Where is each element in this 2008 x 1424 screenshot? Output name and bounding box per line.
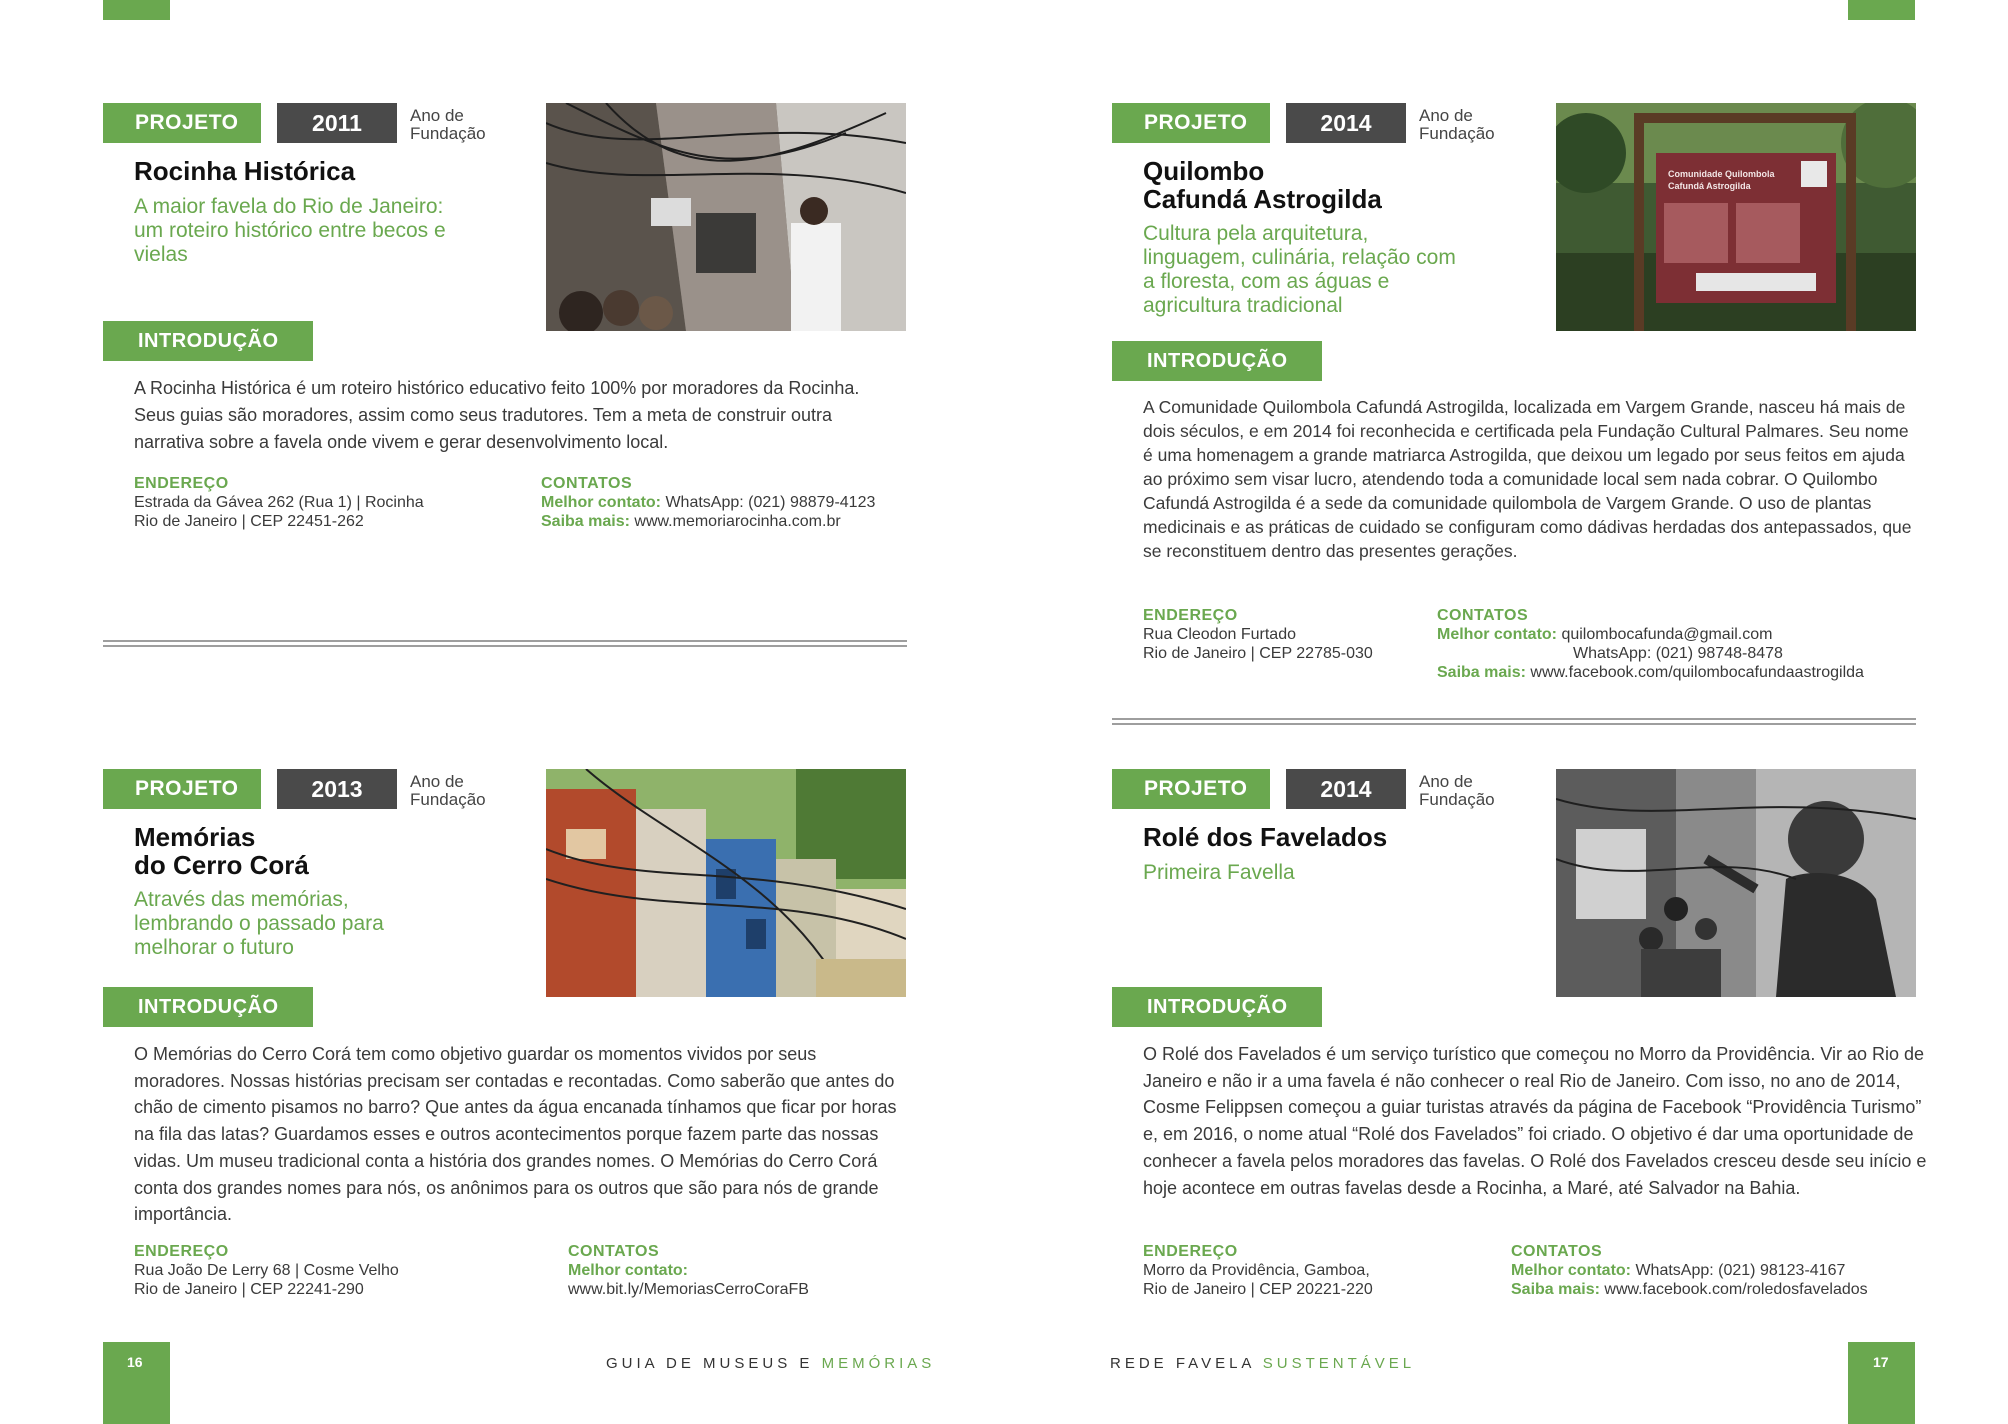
project-title: Rocinha Histórica [134,156,356,186]
sign-text-line2: Cafundá Astrogilda [1668,181,1751,191]
photo-cerro-cora-houses [546,769,906,997]
founding-year-label: Ano de Fundação [1419,106,1495,143]
whatsapp-link[interactable]: WhatsApp: (021) 98123-4167 [1635,1262,1846,1279]
address-line: Rio de Janeiro | CEP 22241-290 [134,1281,364,1298]
contacts [568,1261,888,1299]
sign-text-line1: Comunidade Quilombola [1668,169,1775,179]
intro-text: O Memórias do Cerro Corá tem como objetivo guardar os momentos vividos por seus moradores. Nossas histórias precisam ser contadas e recontadas. Como saberão que antes do chão de cimento pisamos no barro? Que antes da água encanada tínhamos que ficar por horas na fila das latas? Guardamos esses e outros acontecimentos porque fazem parte das nossas vidas. Um museu tradicional conta a história dos grandes nomes. O Memórias do Cerro Corá conta dos grandes nomes para nós, os anônimos para os outros que são para nós de grande importância. [134,1044,897,1225]
contacts-label: CONTATOS [1511,1243,1603,1260]
title-line: Cafundá Astrogilda [1143,184,1382,214]
project-title: Rolé dos Favelados [1143,822,1388,852]
photo-rocinha-alley [546,103,906,331]
address-line: Rio de Janeiro | CEP 22451-262 [134,513,364,530]
best-contact-label: Melhor contato: [541,494,661,511]
project-title [134,823,534,879]
website-link[interactable]: www.facebook.com/quilombocafundaastrogilda [1530,664,1864,681]
address [1143,1261,1503,1299]
title-line: do Cerro Corá [134,850,309,880]
whatsapp-link[interactable]: WhatsApp: (021) 98879-4123 [665,494,876,511]
contacts-label: CONTATOS [1437,607,1529,624]
best-contact-label: Melhor contato: [1437,626,1557,643]
page-number-left: 16 [127,1354,143,1370]
contacts-label: CONTATOS [541,475,633,492]
address-line: Rio de Janeiro | CEP 20221-220 [1143,1281,1373,1298]
whatsapp-link[interactable]: WhatsApp: (021) 98748-8478 [1573,645,1783,662]
photo-role-dos-favelados [1556,769,1916,997]
page-number-right: 17 [1873,1354,1889,1370]
intro-text: A Comunidade Quilombola Cafundá Astrogilda, localizada em Vargem Grande, nasceu há mais de dois séculos, e em 2014 foi reconhecida e certificada pela Fundação Cultural Palmares. Seu nome é uma homenagem a grande matriarca Astrogilda, que deixou um legado por seus feitos em ajuda ao próximo sem visar lucro, atendendo toda a comunidade local sem nada cobrar. O Quilombo Cafundá Astrogilda é a sede da comunidade quilombola de Vargem Grande. O uso de plantas medicinais e as práticas de cuidado se configuram como dádivas herdadas dos antepassados, que se reconstituem dentro das presentes gerações. [1143,397,1912,561]
project-tag: PROJETO [1112,769,1270,809]
footer-word-accent: SUSTENTÁVEL [1262,1355,1416,1372]
section-divider [103,640,907,647]
photo-quilombo-sign [1556,103,1916,331]
founding-year-label: Ano de Fundação [1419,772,1495,809]
project-subtitle: Cultura pela arquitetura, linguagem, culinária, relação com a floresta, com as águas e agricultura tradicional [1143,222,1456,317]
contacts [541,493,1001,531]
title-line: Quilombo [1143,156,1265,186]
website-link[interactable]: www.bit.ly/MemoriasCerroCoraFB [568,1281,809,1298]
contacts-label: CONTATOS [568,1243,660,1260]
footer-word: GUIA DE [606,1355,695,1372]
best-contact-label: Melhor contato: [568,1262,688,1279]
address-line: Rua Cleodon Furtado [1143,626,1296,643]
footer-title-left [606,1355,935,1372]
best-contact-label: Melhor contato: [1511,1262,1631,1279]
footer-title-right [1110,1355,1415,1372]
address-line: Rio de Janeiro | CEP 22785-030 [1143,645,1373,662]
address-label: ENDEREÇO [1143,607,1238,624]
address [134,1261,494,1299]
founding-year: 2014 [1286,769,1406,809]
founding-year: 2014 [1286,103,1406,143]
intro-label: INTRODUÇÃO [103,987,313,1027]
project-tag: PROJETO [103,103,261,143]
project-subtitle: Através das memórias, lembrando o passado para melhorar o futuro [134,888,384,959]
more-label: Saiba mais: [541,513,630,530]
project-subtitle: Primeira Favella [1143,861,1295,884]
address-label: ENDEREÇO [134,1243,229,1260]
project-subtitle: A maior favela do Rio de Janeiro: um roteiro histórico entre becos e vielas [134,195,446,266]
footer-word: E [799,1355,814,1372]
section-divider [1112,718,1916,725]
top-right-tab [1848,0,1915,20]
intro-label: INTRODUÇÃO [103,321,313,361]
address-line: Rua João De Lerry 68 | Cosme Velho [134,1262,399,1279]
contacts [1437,625,1917,682]
founding-year: 2013 [277,769,397,809]
more-label: Saiba mais: [1511,1281,1600,1298]
intro-label: INTRODUÇÃO [1112,987,1322,1027]
intro-text: A Rocinha Histórica é um roteiro histórico educativo feito 100% por moradores da Rocinha. Seus guias são moradores, assim como seus tradutores. Tem a meta de construir outra narrativa sobre a favela onde vivem e gerar desenvolvimento local. [134,378,860,452]
founding-year-label: Ano de Fundação [410,106,486,143]
address-label: ENDEREÇO [134,475,229,492]
address [134,493,494,531]
project-tag: PROJETO [1112,103,1270,143]
address-line: Morro da Providência, Gamboa, [1143,1262,1370,1279]
contacts [1511,1261,1921,1299]
website-link[interactable]: www.facebook.com/roledosfavelados [1604,1281,1868,1298]
footer-word: MUSEUS [703,1355,792,1372]
website-link[interactable]: www.memoriarocinha.com.br [634,513,841,530]
project-tag: PROJETO [103,769,261,809]
founding-year-label: Ano de Fundação [410,772,486,809]
email-link[interactable]: quilombocafunda@gmail.com [1561,626,1773,643]
intro-label: INTRODUÇÃO [1112,341,1322,381]
top-left-tab [103,0,170,20]
address-label: ENDEREÇO [1143,1243,1238,1260]
founding-year: 2011 [277,103,397,143]
address-line: Estrada da Gávea 262 (Rua 1) | Rocinha [134,494,424,511]
more-label: Saiba mais: [1437,664,1526,681]
footer-word: REDE FAVELA [1110,1355,1255,1372]
intro-text: O Rolé dos Favelados é um serviço turístico que começou no Morro da Providência. Vir ao Rio de Janeiro e não ir a uma favela é não conhecer o real Rio de Janeiro. Com isso, no ano de 2014, Cosme Felippsen começou a guiar turistas através da página de Facebook “Providência Turismo” e, em 2016, o nome atual “Rolé dos Favelados” foi criado. O objetivo é dar uma oportunidade de conhecer a favela pelos moradores das favelas. O Rolé dos Favelados cresceu desde seu início e hoje acontece em outras favelas desde a Rocinha, a Maré, até Salvador na Bahia. [1143,1044,1927,1198]
footer-word-accent: MEMÓRIAS [821,1355,936,1372]
project-title [1143,157,1543,213]
title-line: Memórias [134,822,256,852]
